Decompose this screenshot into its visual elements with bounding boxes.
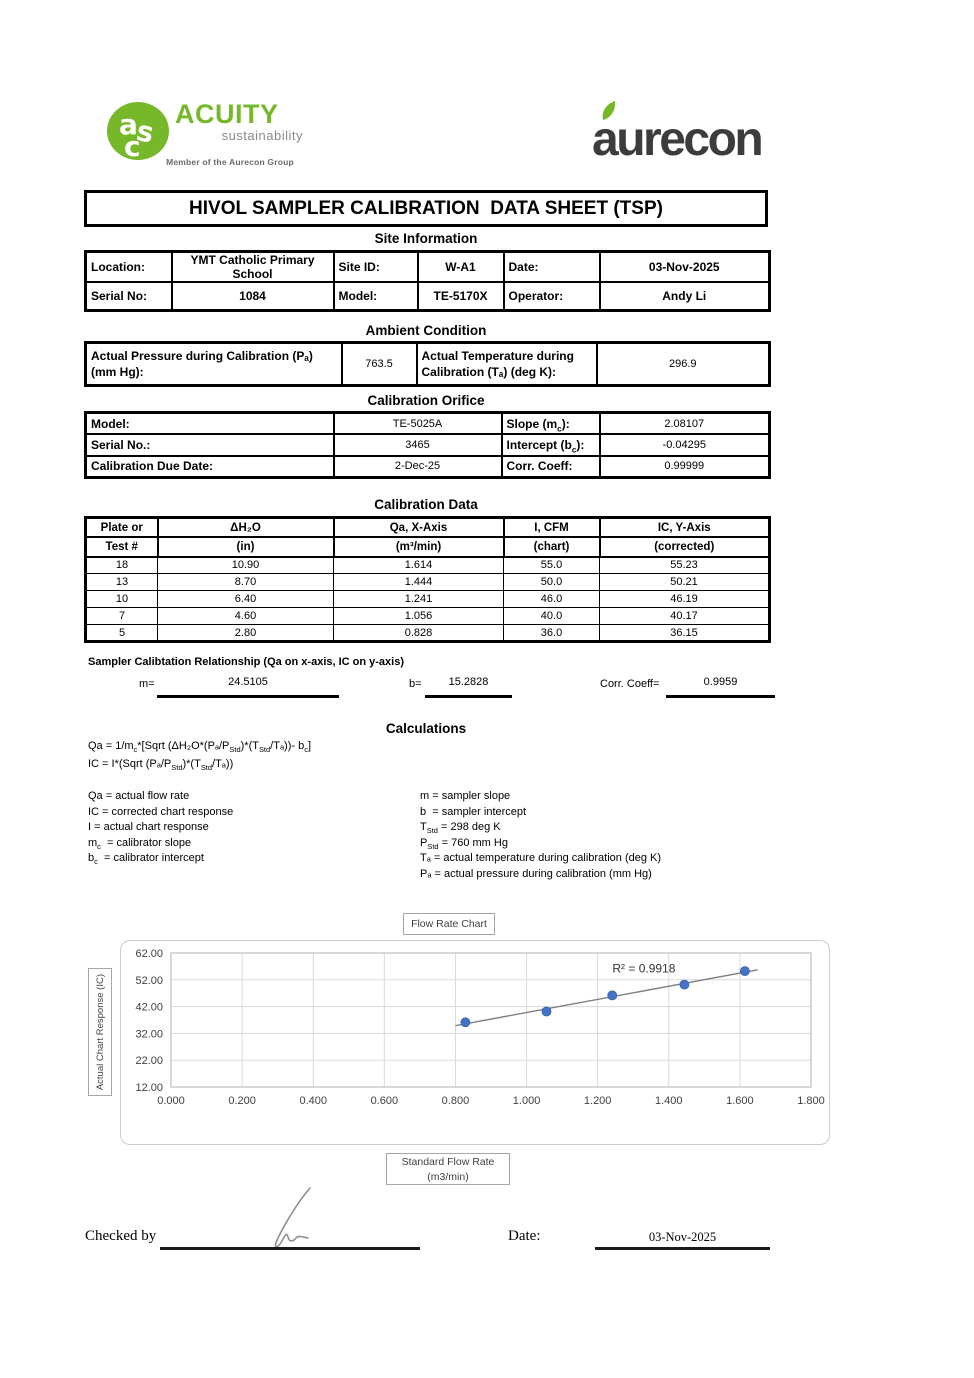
chart-x-axis-label: Standard Flow Rate (m3/min) — [386, 1153, 510, 1185]
corr-coeff-label: Corr. Coeff: — [502, 456, 600, 478]
table-row: 18 10.90 1.614 55.0 55.23 — [86, 557, 770, 574]
serial-no-label: Serial No: — [86, 282, 172, 310]
col-subheader: (in) — [158, 537, 334, 557]
svg-text:52.00: 52.00 — [135, 974, 163, 987]
table-row: 5 2.80 0.828 36.0 36.15 — [86, 625, 770, 642]
table-row — [86, 413, 770, 435]
flow-rate-chart — [120, 940, 830, 1145]
col-subheader: (corrected) — [600, 537, 770, 557]
document-title-box — [84, 190, 768, 227]
table-row — [86, 282, 770, 310]
definition: Tₐ = actual temperature during calibration (deg K) — [420, 852, 662, 864]
col-subheader: Test # — [86, 537, 158, 557]
definition: $b_c$ = calibrator intercept — [88, 852, 204, 867]
header-row — [86, 537, 770, 557]
calculations-heading: Calculations — [385, 721, 467, 736]
intercept-value: -0.04295 — [600, 434, 770, 456]
orifice-serial-value: 3465 — [334, 434, 502, 456]
m-value: 24.5105 — [157, 676, 339, 698]
ambient-condition-table — [84, 341, 771, 387]
table-row: 13 8.70 1.444 50.0 50.21 — [86, 574, 770, 591]
signature — [232, 1186, 352, 1250]
pressure-value: 763.5 — [342, 343, 417, 386]
aurecon-logo — [592, 104, 772, 168]
definition: Pₐ = actual pressure during calibration (mm Hg) — [420, 867, 652, 880]
col-subheader: (m³/min) — [334, 537, 504, 557]
acuity-tagline: sustainability — [221, 128, 303, 143]
b-label: b= — [409, 678, 422, 690]
chart-y-axis-label: Actual Chart Response (IC) — [88, 968, 112, 1096]
flow-rate-chart-svg — [121, 941, 828, 1143]
site-information-table — [84, 250, 771, 312]
svg-text:62.00: 62.00 — [135, 948, 163, 960]
intercept-label: Intercept $(b_c)$: — [502, 434, 600, 456]
qa-formula: $Qa = 1/m_c*[Sqrt$ $(\Delta H_2O*(P_a/P_{Std})*(T_{Std}/T_a))-$ $b_c$] — [88, 740, 311, 755]
header-row — [86, 518, 770, 538]
definition: $T_{Std} = 298$ deg K — [420, 821, 501, 836]
svg-text:12.00: 12.00 — [135, 1082, 163, 1094]
col-header: I, CFM — [504, 518, 600, 538]
sampler-corr-coeff-label: Corr. Coeff= — [600, 678, 660, 690]
date-label: Date: — [504, 252, 600, 283]
model-value: TE-5170X — [418, 282, 504, 310]
definition: $P_{Std} = 760$ mm Hg — [420, 836, 508, 851]
due-date-value: 2-Dec-25 — [334, 456, 502, 478]
table-row: 7 4.60 1.056 40.0 40.17 — [86, 608, 770, 625]
operator-label: Operator: — [504, 282, 600, 310]
page-title: HIVOL SAMPLER CALIBRATION DATA SHEET (TSP) — [189, 197, 663, 219]
site-id-value: W-A1 — [418, 252, 504, 283]
svg-text:32.00: 32.00 — [135, 1028, 163, 1041]
calibration-data-heading: Calibration Data — [374, 497, 478, 512]
footer-date-underline — [595, 1247, 770, 1250]
table-row — [86, 252, 770, 283]
col-header: Qa, X-Axis — [334, 518, 504, 538]
b-value: 15.2828 — [425, 676, 512, 698]
svg-text:1.000: 1.000 — [512, 1095, 541, 1107]
definitions-right — [420, 789, 661, 882]
svg-text:0.200: 0.200 — [228, 1095, 256, 1107]
calibration-orifice-table — [84, 411, 771, 479]
checked-by-label: Checked by — [85, 1228, 157, 1244]
col-subheader: (chart) — [504, 537, 600, 557]
svg-text:0.400: 0.400 — [299, 1095, 327, 1107]
corr-coeff-value: 0.99999 — [600, 456, 770, 478]
location-value: YMT Catholic Primary School — [172, 252, 334, 283]
slope-value: 2.08107 — [600, 413, 770, 435]
sampler-corr-coeff-value: 0.9959 — [666, 676, 775, 698]
serial-no-value: 1084 — [172, 282, 334, 310]
definition: $m_c$ = calibrator slope — [88, 836, 192, 851]
date-value: 03-Nov-2025 — [600, 252, 770, 283]
definition: IC = corrected chart response — [88, 805, 234, 818]
due-date-label: Calibration Due Date: — [86, 456, 334, 478]
calibration-orifice-heading: Calibration Orifice — [367, 393, 485, 408]
acuity-member-line: Member of the Aurecon Group — [166, 157, 294, 167]
svg-text:1.400: 1.400 — [655, 1095, 683, 1107]
definition: b = sampler intercept — [420, 805, 527, 818]
location-label: Location: — [86, 252, 172, 283]
svg-text:0.600: 0.600 — [370, 1095, 399, 1107]
col-header: Plate or — [86, 518, 158, 538]
table-row: 10 6.40 1.241 46.0 46.19 — [86, 591, 770, 608]
svg-text:R² = 0.9918: R² = 0.9918 — [612, 961, 676, 976]
acs-badge-icon — [106, 101, 170, 161]
operator-value: Andy Li — [600, 282, 770, 310]
table-row — [86, 343, 770, 386]
temperature-value: 296.9 — [597, 343, 770, 386]
temperature-label: Actual Temperature during Calibration (Tₐ) (deg K): — [417, 343, 597, 386]
site-information-heading: Site Information — [374, 231, 478, 246]
table-row — [86, 456, 770, 478]
definitions-left — [88, 789, 233, 867]
definition: Qa = actual flow rate — [88, 790, 190, 802]
col-header: ΔH₂O — [158, 518, 334, 538]
table-row — [86, 434, 770, 456]
svg-text:a: a — [119, 108, 138, 141]
svg-text:42.00: 42.00 — [135, 1001, 163, 1014]
model-label: Model: — [334, 282, 418, 310]
acuity-logo — [106, 97, 316, 175]
svg-text:22.00: 22.00 — [135, 1055, 163, 1068]
orifice-model-label: Model: — [86, 413, 334, 435]
checked-by-underline — [160, 1247, 420, 1250]
svg-text:1.800: 1.800 — [797, 1095, 825, 1107]
chart-title-box: Flow Rate Chart — [403, 913, 495, 935]
slope-label: Slope $(m_c)$: — [502, 413, 600, 435]
ic-formula: IC = I*(Sqrt $(P_a/P_{Std})*(T_{Std}/T_a)$) — [88, 758, 234, 773]
footer-date-value: 03-Nov-2025 — [648, 1230, 717, 1244]
svg-text:1.600: 1.600 — [726, 1095, 754, 1107]
svg-text:0.800: 0.800 — [441, 1095, 470, 1107]
orifice-model-value: TE-5025A — [334, 413, 502, 435]
footer-date-label: Date: — [508, 1228, 541, 1244]
definition: I = actual chart response — [88, 821, 209, 833]
ambient-condition-heading: Ambient Condition — [365, 323, 487, 338]
orifice-serial-label: Serial No.: — [86, 434, 334, 456]
pressure-label: Actual Pressure during Calibration (Pₐ) (mm Hg): — [86, 343, 342, 386]
svg-text:c: c — [124, 130, 141, 161]
site-id-label: Site ID: — [334, 252, 418, 283]
acuity-wordmark: ACUITY — [175, 99, 279, 129]
svg-text:s: s — [133, 113, 157, 150]
relationship-heading: Sampler Calibtation Relationship (Qa on x-axis, IC on y-axis) — [88, 656, 405, 668]
m-label: m= — [139, 678, 155, 690]
col-header: IC, Y-Axis — [600, 518, 770, 538]
svg-text:1.200: 1.200 — [583, 1095, 612, 1107]
aurecon-wordmark: aurecon — [592, 113, 762, 166]
definition: m = sampler slope — [420, 790, 511, 802]
svg-text:0.000: 0.000 — [157, 1095, 185, 1107]
calibration-data-table — [84, 516, 771, 643]
